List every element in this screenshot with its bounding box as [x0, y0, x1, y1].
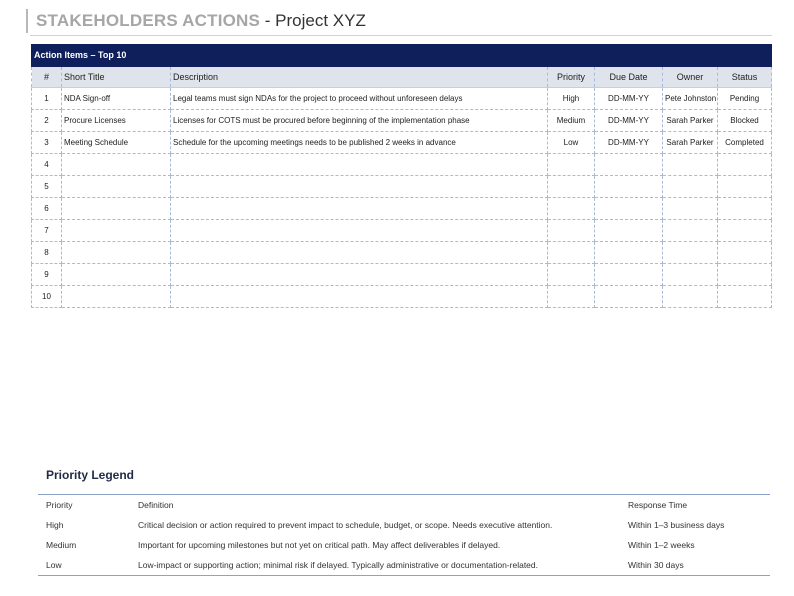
priority-cell[interactable]: [548, 198, 595, 220]
col-header-status: Status: [718, 67, 772, 88]
short-title-cell[interactable]: [62, 154, 171, 176]
priority-cell[interactable]: Medium: [548, 110, 595, 132]
row-number: 8: [32, 242, 62, 264]
priority-cell[interactable]: Low: [548, 132, 595, 154]
short-title-cell[interactable]: [62, 264, 171, 286]
short-title-cell[interactable]: Meeting Schedule: [62, 132, 171, 154]
row-number: 6: [32, 198, 62, 220]
status-cell[interactable]: [718, 242, 772, 264]
status-cell[interactable]: [718, 220, 772, 242]
table-row: [32, 264, 772, 286]
priority-cell[interactable]: [548, 220, 595, 242]
legend-header-priority: Priority: [38, 495, 130, 516]
col-header-due-date: Due Date: [595, 67, 663, 88]
col-header-short-title: Short Title: [62, 67, 171, 88]
legend-response-time: Within 30 days: [620, 555, 770, 576]
due-date-cell[interactable]: DD-MM-YY: [595, 132, 663, 154]
priority-legend-title: Priority Legend: [46, 468, 135, 482]
priority-cell[interactable]: [548, 264, 595, 286]
col-header-priority: Priority: [548, 67, 595, 88]
legend-header-response-time: Response Time: [620, 495, 770, 516]
status-cell[interactable]: Pending: [718, 88, 772, 110]
due-date-cell[interactable]: [595, 220, 663, 242]
status-cell[interactable]: [718, 198, 772, 220]
owner-cell[interactable]: Sarah Parker: [663, 110, 718, 132]
legend-definition: Critical decision or action required to prevent impact to schedule, budget, or scope. Needs executive attention.: [138, 520, 553, 530]
col-header-number: #: [32, 67, 62, 88]
short-title-cell[interactable]: [62, 242, 171, 264]
owner-cell[interactable]: [663, 154, 718, 176]
due-date-cell[interactable]: DD-MM-YY: [595, 88, 663, 110]
action-items-table: [31, 44, 772, 308]
description-cell[interactable]: Licenses for COTS must be procured before beginning of the implementation phase: [171, 110, 548, 132]
legend-priority: Medium: [46, 540, 77, 550]
description-cell[interactable]: Schedule for the upcoming meetings needs to be published 2 weeks in advance: [171, 132, 548, 154]
due-date-cell[interactable]: [595, 264, 663, 286]
col-header-owner: Owner: [663, 67, 718, 88]
legend-definition: Low-impact or supporting action; minimal risk if delayed. Typically administrative or documentation-related.: [130, 555, 620, 576]
owner-cell[interactable]: [663, 198, 718, 220]
legend-row: [38, 555, 770, 576]
row-number: 2: [32, 110, 62, 132]
project-name: Project XYZ: [275, 11, 366, 30]
row-number: 7: [32, 220, 62, 242]
legend-row: [38, 515, 770, 535]
description-cell[interactable]: [171, 242, 548, 264]
status-cell[interactable]: [718, 176, 772, 198]
title-divider: [30, 35, 772, 36]
table-row: [32, 154, 772, 176]
table-row: [32, 110, 772, 132]
short-title-cell[interactable]: NDA Sign-off: [62, 88, 171, 110]
owner-cell[interactable]: [663, 220, 718, 242]
short-title-cell[interactable]: [62, 198, 171, 220]
priority-legend-table: [38, 494, 770, 576]
status-cell[interactable]: Completed: [718, 132, 772, 154]
owner-cell[interactable]: [663, 242, 718, 264]
legend-priority: Low: [38, 555, 130, 576]
row-number: 4: [32, 154, 62, 176]
legend-header-row: [38, 495, 770, 516]
table-row: [32, 198, 772, 220]
status-cell[interactable]: [718, 286, 772, 308]
description-cell[interactable]: [171, 176, 548, 198]
owner-cell[interactable]: [663, 264, 718, 286]
description-cell[interactable]: [171, 154, 548, 176]
owner-cell[interactable]: Pete Johnston: [663, 88, 718, 110]
due-date-cell[interactable]: DD-MM-YY: [595, 110, 663, 132]
due-date-cell[interactable]: [595, 198, 663, 220]
row-number: 9: [32, 264, 62, 286]
col-header-description: Description: [171, 67, 548, 88]
priority-cell[interactable]: [548, 242, 595, 264]
owner-cell[interactable]: [663, 286, 718, 308]
title-separator: -: [260, 11, 276, 30]
description-cell[interactable]: [171, 198, 548, 220]
status-cell[interactable]: [718, 264, 772, 286]
table-row: [32, 88, 772, 110]
due-date-cell[interactable]: [595, 176, 663, 198]
row-number: 1: [32, 88, 62, 110]
status-cell[interactable]: Blocked: [718, 110, 772, 132]
legend-priority: High: [46, 520, 64, 530]
action-items-caption: Action Items – Top 10: [31, 44, 772, 67]
table-row: [32, 220, 772, 242]
legend-response-time: Within 1–2 weeks: [628, 540, 695, 550]
priority-cell[interactable]: High: [548, 88, 595, 110]
table-row: [32, 242, 772, 264]
legend-row: [38, 535, 770, 555]
title-label: STAKEHOLDERS ACTIONS: [36, 11, 261, 30]
priority-cell[interactable]: [548, 286, 595, 308]
legend-header-definition: Definition: [130, 495, 620, 516]
priority-cell[interactable]: [548, 154, 595, 176]
short-title-cell[interactable]: [62, 176, 171, 198]
legend-response-time: Within 1–3 business days: [628, 520, 725, 530]
table-row: [32, 132, 772, 154]
description-cell[interactable]: [171, 264, 548, 286]
page-title: [26, 9, 366, 33]
row-number: 5: [32, 176, 62, 198]
due-date-cell[interactable]: [595, 286, 663, 308]
owner-cell[interactable]: Sarah Parker: [663, 132, 718, 154]
short-title-cell[interactable]: [62, 286, 171, 308]
due-date-cell[interactable]: [595, 242, 663, 264]
table-row: [32, 286, 772, 308]
short-title-cell[interactable]: Procure Licenses: [62, 110, 171, 132]
description-cell[interactable]: [171, 220, 548, 242]
legend-definition: Important for upcoming milestones but not yet on critical path. May affect deliverables if delayed.: [138, 540, 501, 550]
row-number: 3: [32, 132, 62, 154]
status-cell[interactable]: [718, 154, 772, 176]
priority-cell[interactable]: [548, 176, 595, 198]
description-cell[interactable]: Legal teams must sign NDAs for the project to proceed without unforeseen delays: [171, 88, 548, 110]
short-title-cell[interactable]: [62, 220, 171, 242]
due-date-cell[interactable]: [595, 154, 663, 176]
action-items-header-row: [32, 67, 772, 88]
table-row: [32, 176, 772, 198]
description-cell[interactable]: [171, 286, 548, 308]
row-number: 10: [32, 286, 62, 308]
owner-cell[interactable]: [663, 176, 718, 198]
